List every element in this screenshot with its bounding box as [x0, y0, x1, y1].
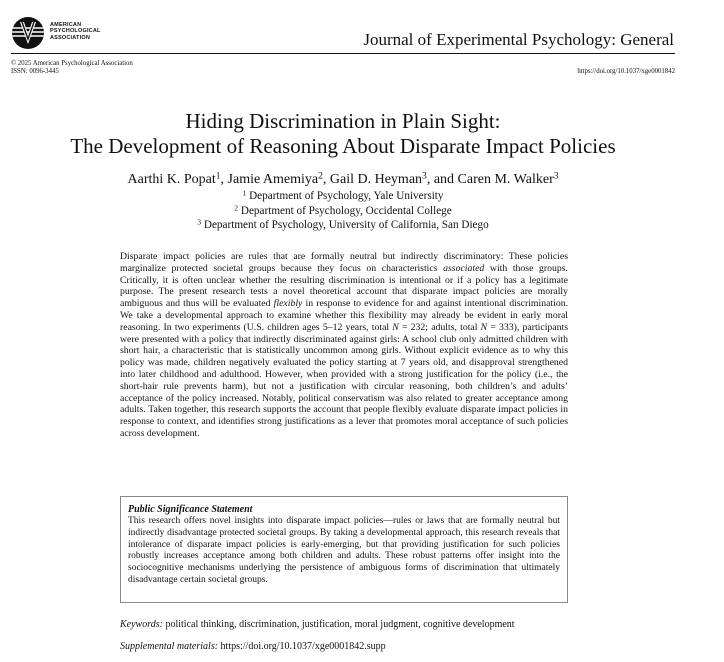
affiliation [0, 218, 686, 233]
copyright-line: © 2025 American Psychological Association [11, 60, 133, 67]
title-line-2: The Development of Reasoning About Disparate Impact Policies [70, 134, 616, 158]
journal-title: Journal of Experimental Psychology: General [363, 30, 674, 49]
supplemental-link[interactable]: https://doi.org/10.1037/xge0001842.supp [220, 641, 386, 652]
affiliation-text: Department of Psychology, University of California, San Diego [203, 219, 489, 231]
affiliation-mark: 3 [197, 217, 202, 227]
author-name: Gail D. Heyman [329, 172, 423, 187]
author-separator: , [322, 172, 330, 187]
author-separator: , and [426, 172, 458, 187]
apa-logo [11, 16, 121, 50]
apa-emblem-icon [11, 16, 45, 50]
issn-line: ISSN: 0096-3445 [11, 68, 59, 75]
supplemental-label: Supplemental materials: [120, 641, 219, 652]
affiliation-mark: 2 [234, 203, 239, 213]
supplemental-materials [120, 641, 386, 652]
author-separator: , [220, 172, 228, 187]
doi-link[interactable]: https://doi.org/10.1037/xge0001842 [577, 68, 675, 75]
author-affil-mark: 3 [422, 171, 427, 182]
significance-title: Public Significance Statement [128, 504, 253, 515]
keywords [120, 619, 515, 630]
author-name: Caren M. Walker [457, 172, 554, 187]
author-name: Aarthi K. Popat [127, 172, 216, 187]
affiliation [0, 204, 686, 219]
abstract: Disparate impact policies are rules that are formally neutral but indirectly discriminatory: These policies marginalize protected societal groups because they focus on characteristics associated with those groups. Critically, it is often unclear whether the resulting discrimination is intentional or if a policy has a legitimate purpose. The present research tests a novel theoretical account that disparate impact policies are morally ambiguous and thus will be evaluated flexibly in response to evidence for and against intentional discrimination. We take a developmental approach to examine whether this flexibility may already be evident in early moral reasoning. In two experiments (U.S. children ages 5–12 years, total N = 232; adults, total N = 333), participants were presented with a policy that indirectly discriminated against girls: A school club only admitted children with short hair, a characteristic that is statistically uncommon among girls. Without explicit evidence as to why this policy was made, children negatively evaluated the policy starting at 7 years old, and disapproval strengthened into later childhood and adulthood. However, when provided with a strong justification for the policy (i.e., the short-hair rule prevents harm), but not a justification with circular reasoning, both children’s and adults’ acceptance of the policy increased. Notably, political conservatism was also related to greater acceptance among adults. Taken together, this research supports the account that people flexibly evaluate disparate impact policies in response to context, and identifies strong justifications as a lever that promotes moral acceptance of such policies across development. [120, 251, 569, 439]
author-name: Jamie Amemiya [227, 172, 319, 187]
public-significance-statement [120, 496, 568, 603]
author-affil-mark: 3 [553, 171, 559, 182]
author-affil-mark: 2 [318, 171, 323, 182]
affiliation-list [0, 189, 686, 233]
title-line-1: Hiding Discrimination in Plain Sight: [185, 109, 501, 133]
significance-text: This research offers novel insights into disparate impact policies—rules or laws that are formally neutral but indirectly disadvantage protected societal groups. By taking a developmental approach, this research reveals that intolerance of disparate impact policies is early-emerging, but that providing justification for such policies robustly increases acceptance among both children and adults. These robust patterns offer insight into the sociocognitive mechanisms underlying the persistence of ambiguous forms of discrimination that ultimately disadvantage certain societal groups. [128, 516, 560, 585]
apa-logo-text: AMERICAN PSYCHOLOGICAL ASSOCIATION [50, 22, 101, 41]
affiliation [0, 189, 686, 204]
author-list [0, 172, 686, 188]
author-affil-mark: 1 [215, 171, 221, 182]
keywords-text: political thinking, discrimination, justification, moral judgment, cognitive development [165, 619, 515, 630]
paper-title [0, 109, 686, 159]
affiliation-mark: 1 [242, 188, 247, 198]
affiliation-text: Department of Psychology, Occidental College [240, 204, 452, 217]
keywords-label: Keywords: [120, 619, 163, 630]
header-rule [11, 53, 675, 54]
copyright-block [11, 60, 133, 76]
affiliation-text: Department of Psychology, Yale University [249, 190, 444, 202]
